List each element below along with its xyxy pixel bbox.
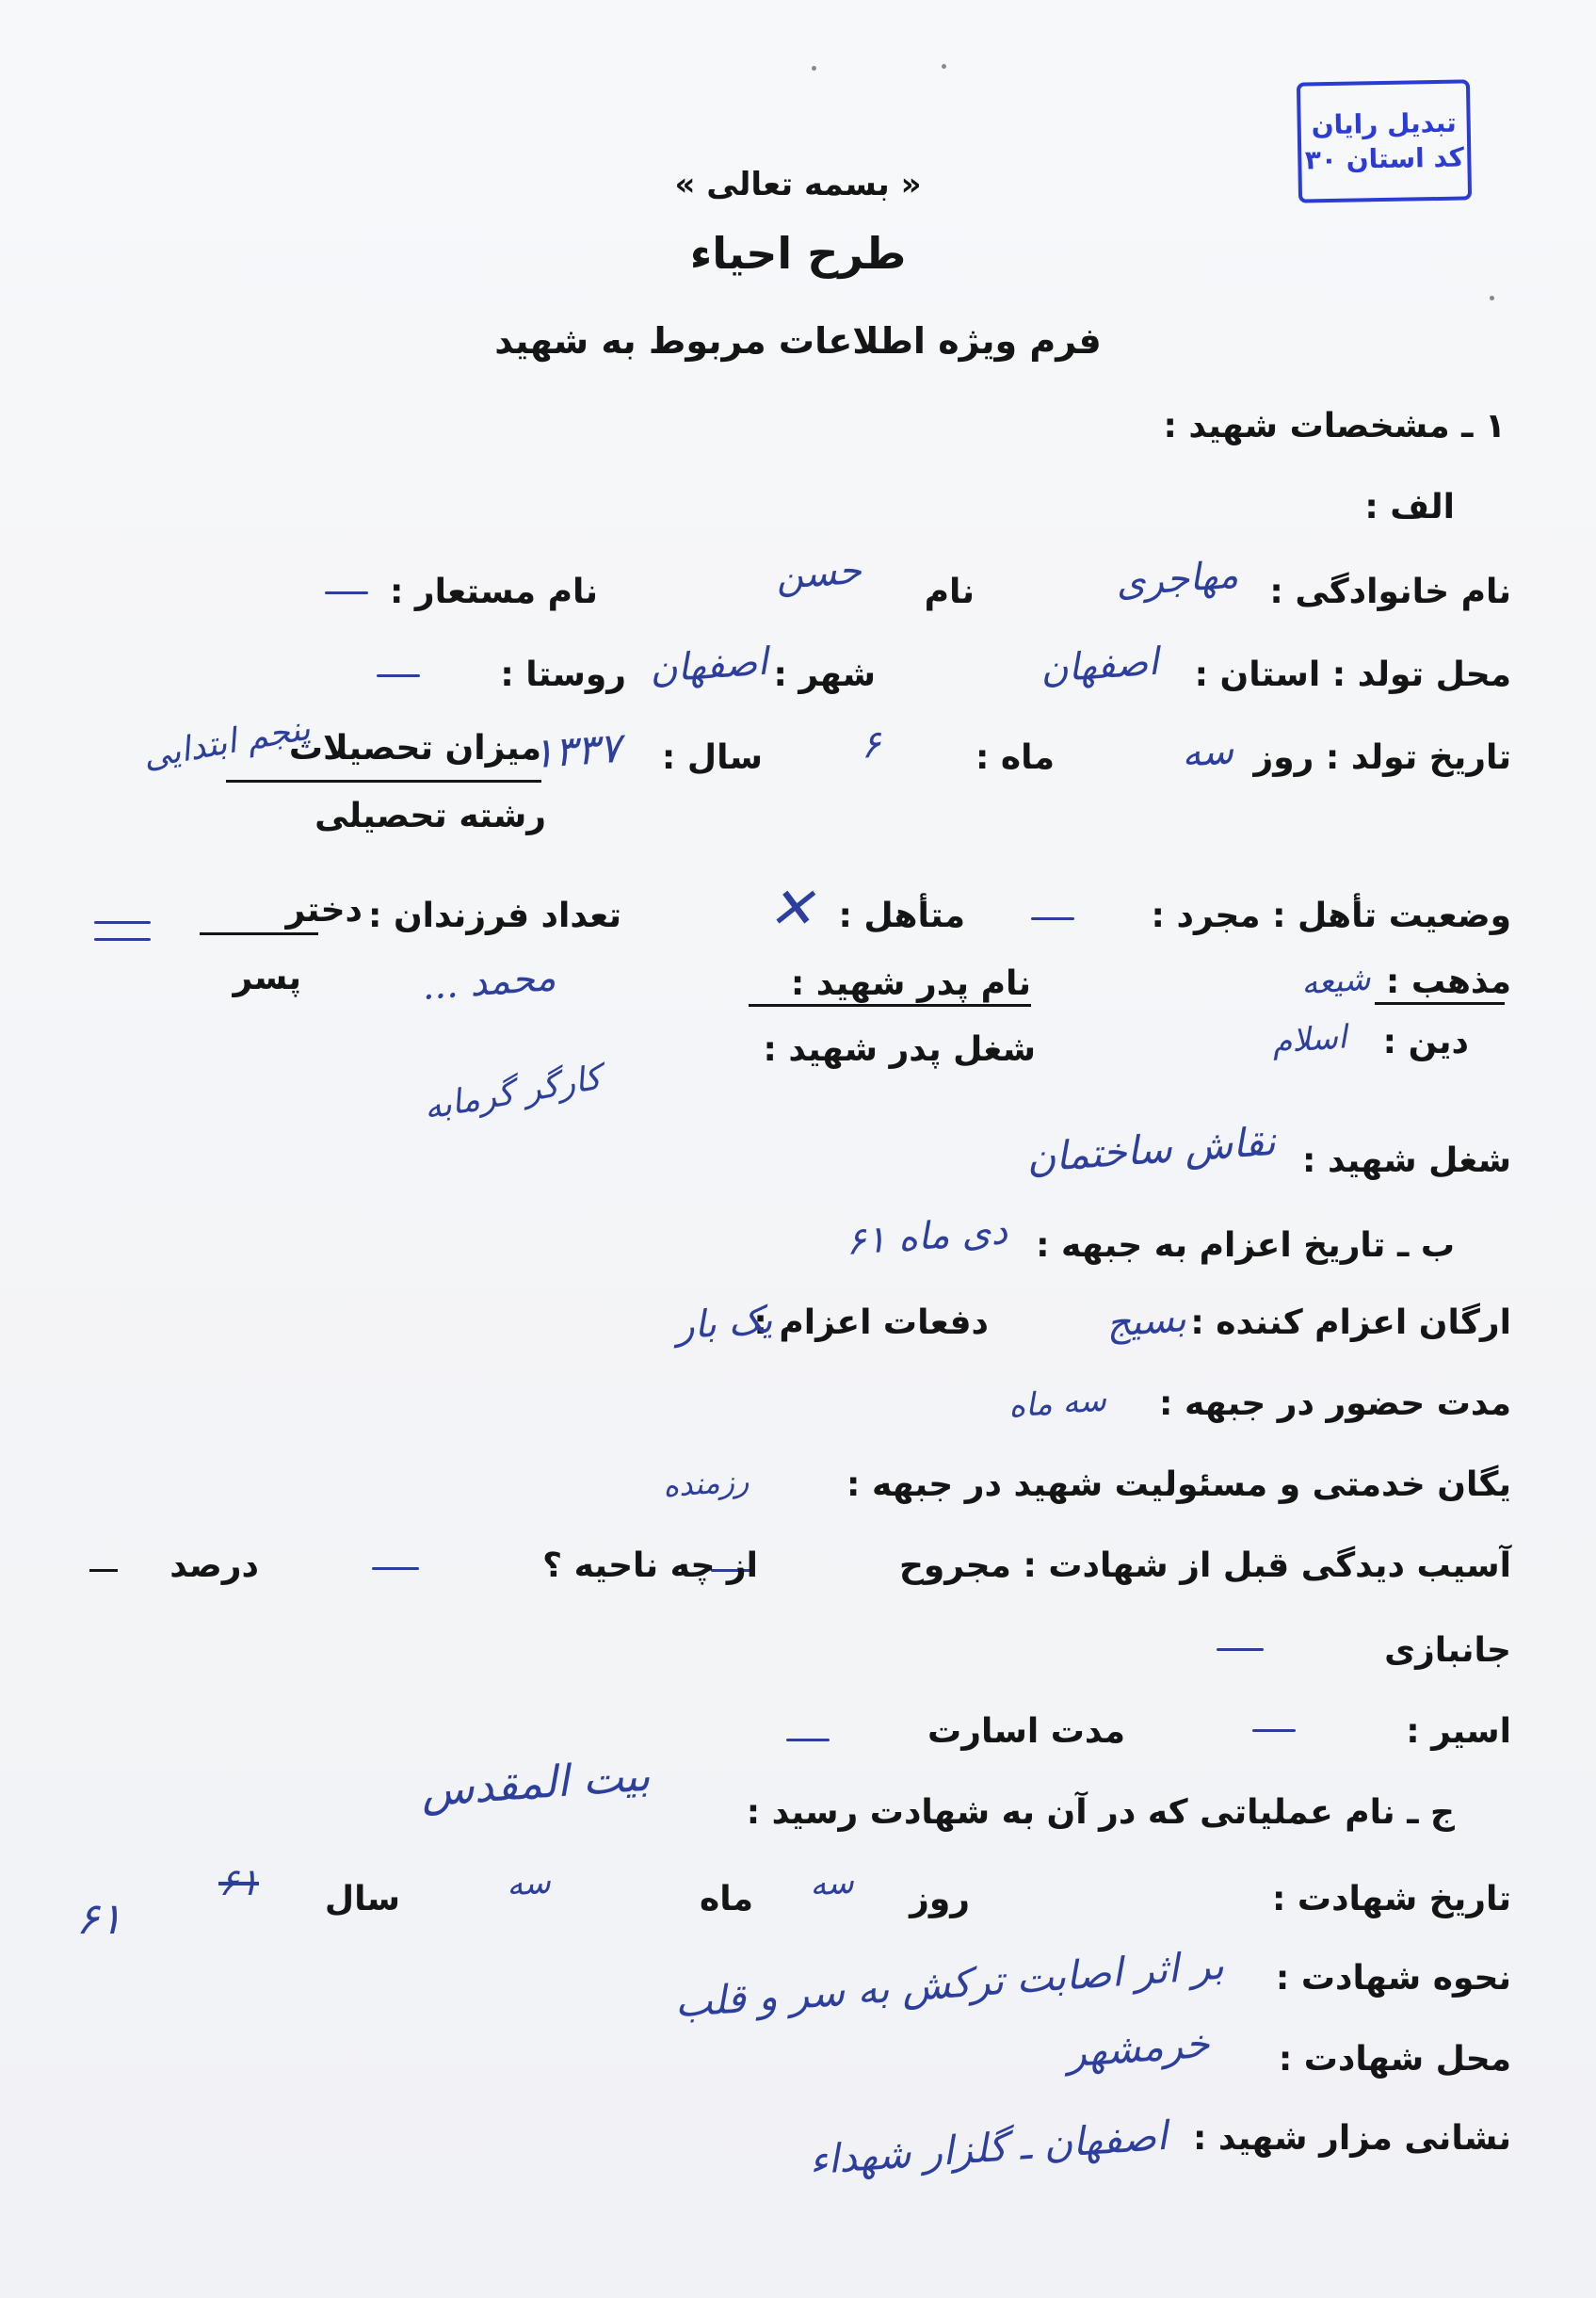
empty-dash bbox=[1252, 1729, 1296, 1732]
martyrdom-month-value: سه bbox=[505, 1863, 553, 1904]
marital-label: وضعیت تأهل : مجرد : bbox=[1151, 897, 1511, 935]
dispatch-count-label: دفعات اعزام : bbox=[753, 1303, 989, 1342]
injury-label: آسیب دیدگی قبل از شهادت : مجروح bbox=[898, 1546, 1511, 1585]
sect-label: مذهب : bbox=[1385, 963, 1511, 1001]
percent-label: درصد bbox=[169, 1546, 259, 1585]
father-job-value: کارگر گرمابه bbox=[421, 1058, 605, 1128]
sect-underline bbox=[1375, 1002, 1505, 1005]
children-label: تعداد فرزندان : bbox=[368, 897, 621, 935]
front-duration-label: مدت حضور در جبهه : bbox=[1159, 1384, 1511, 1423]
stamp-line-1: تبدیل رایان bbox=[1311, 106, 1457, 141]
martyrdom-year-note: ۶۱ bbox=[75, 1893, 122, 1944]
birth-year-value: ۱۳۳۷ bbox=[530, 723, 623, 779]
dispatch-org-label: ارگان اعزام کننده : bbox=[1190, 1303, 1511, 1342]
birth-date-label: تاریخ تولد : روز bbox=[1253, 738, 1511, 777]
religion-value: اسلام bbox=[1270, 1018, 1348, 1061]
religion-label: دین : bbox=[1382, 1023, 1469, 1061]
paper-speck bbox=[1490, 296, 1494, 300]
grave-label: نشانی مزار شهید : bbox=[1192, 2119, 1511, 2158]
city-value: اصفهان bbox=[648, 639, 769, 692]
village-label: روستا : bbox=[500, 655, 626, 694]
martyrdom-month-label: ماه bbox=[699, 1880, 753, 1918]
empty-dash bbox=[372, 1567, 419, 1570]
empty-dash bbox=[325, 591, 368, 594]
front-duration-value: سه ماه bbox=[1007, 1381, 1108, 1426]
married-label: متأهل : bbox=[838, 897, 965, 935]
form-title: طرح احیاء bbox=[689, 228, 907, 279]
grave-value: اصفهان ـ گلزار شهداء bbox=[807, 2112, 1169, 2184]
empty-dash bbox=[94, 921, 151, 924]
martyr-job-value: نقاش ساختمان bbox=[1024, 1117, 1278, 1182]
birth-year-label: سال : bbox=[661, 738, 763, 777]
education-underline bbox=[226, 780, 541, 783]
education-label: میزان تحصیلات bbox=[288, 729, 541, 768]
martyrdom-place-label: محل شهادت : bbox=[1278, 2040, 1511, 2079]
daughter-label: دختر bbox=[285, 891, 363, 930]
form-subtitle: فرم ویژه اطلاعات مربوط به شهید bbox=[494, 320, 1102, 362]
father-name-value: محمد ... bbox=[420, 956, 557, 1009]
province-value: اصفهان bbox=[1039, 639, 1160, 692]
empty-dash bbox=[786, 1739, 830, 1741]
paper-speck bbox=[942, 64, 946, 69]
birth-month-value: ۶ bbox=[858, 722, 882, 768]
martyrdom-year-struck: ۶۱ bbox=[218, 1861, 259, 1904]
birth-place-label: محل تولد : استان : bbox=[1194, 655, 1511, 694]
daughter-underline bbox=[200, 932, 318, 935]
father-name-label: نام پدر شهید : bbox=[790, 964, 1031, 1003]
dispatch-count-value: یک بار bbox=[674, 1298, 774, 1349]
percent-dash bbox=[89, 1569, 118, 1572]
martyrdom-manner-label: نحوه شهادت : bbox=[1275, 1959, 1511, 1998]
unit-role-value: رزمنده bbox=[661, 1462, 750, 1505]
martyrdom-manner-value: بر اثر اصابت ترکش به سر و قلب bbox=[672, 1941, 1225, 2027]
veteran-label: جانبازی bbox=[1384, 1631, 1511, 1670]
operation-label: ج ـ نام عملیاتی که در آن به شهادت رسید : bbox=[746, 1793, 1455, 1832]
sect-value: شیعه bbox=[1299, 960, 1372, 1003]
empty-dash bbox=[94, 938, 151, 941]
city-label: شهر : bbox=[773, 655, 876, 694]
stamp-line-2: کد استان ۳۰ bbox=[1304, 141, 1465, 176]
martyrdom-date-label: تاریخ شهادت : bbox=[1271, 1880, 1511, 1918]
dispatch-date-value: دی ماه ۶۱ bbox=[844, 1209, 1009, 1264]
martyrdom-day-label: روز bbox=[910, 1880, 970, 1918]
family-name-label: نام خانوادگی : bbox=[1269, 573, 1511, 611]
martyrdom-place-value: خرمشهر bbox=[1065, 2019, 1212, 2077]
empty-dash bbox=[1031, 917, 1074, 920]
dispatch-org-value: بسیج bbox=[1104, 1297, 1188, 1346]
first-name-label: نام bbox=[924, 573, 975, 611]
section-alef: الف : bbox=[1364, 488, 1455, 526]
father-name-underline bbox=[749, 1004, 1031, 1007]
basmala: « بسمه تعالی » bbox=[674, 166, 922, 203]
field-label: رشته تحصیلی bbox=[314, 797, 546, 835]
operation-value: بیت المقدس bbox=[418, 1749, 652, 1817]
dispatch-date-label: ب ـ تاریخ اعزام به جبهه : bbox=[1036, 1226, 1455, 1265]
martyr-job-label: شغل شهید : bbox=[1302, 1141, 1511, 1180]
captivity-label: مدت اسارت bbox=[927, 1712, 1125, 1751]
unit-role-label: یگان خدمتی و مسئولیت شهید در جبهه : bbox=[846, 1465, 1511, 1504]
captive-label: اسیر : bbox=[1406, 1712, 1511, 1751]
education-value: پنجم ابتدایی bbox=[139, 708, 314, 777]
section-1-heading: ۱ ـ مشخصات شهید : bbox=[1163, 407, 1506, 445]
empty-dash bbox=[1217, 1648, 1264, 1651]
son-label: پسر bbox=[233, 959, 301, 997]
martyrdom-year-label: سال bbox=[324, 1880, 400, 1918]
birth-day-value: سه bbox=[1180, 729, 1235, 776]
paper-speck bbox=[812, 66, 816, 71]
alias-label: نام مستعار : bbox=[389, 573, 598, 611]
father-job-label: شغل پدر شهید : bbox=[763, 1030, 1036, 1069]
family-name-value: مهاجری bbox=[1114, 553, 1240, 606]
first-name-value: حسن bbox=[774, 548, 863, 599]
which-area-label: از چه ناحیه ؟ bbox=[542, 1546, 758, 1585]
married-mark: ✕ bbox=[766, 876, 814, 942]
martyrdom-day-value: سه bbox=[808, 1863, 856, 1904]
birth-month-label: ماه : bbox=[975, 738, 1055, 777]
empty-dash bbox=[377, 674, 420, 677]
